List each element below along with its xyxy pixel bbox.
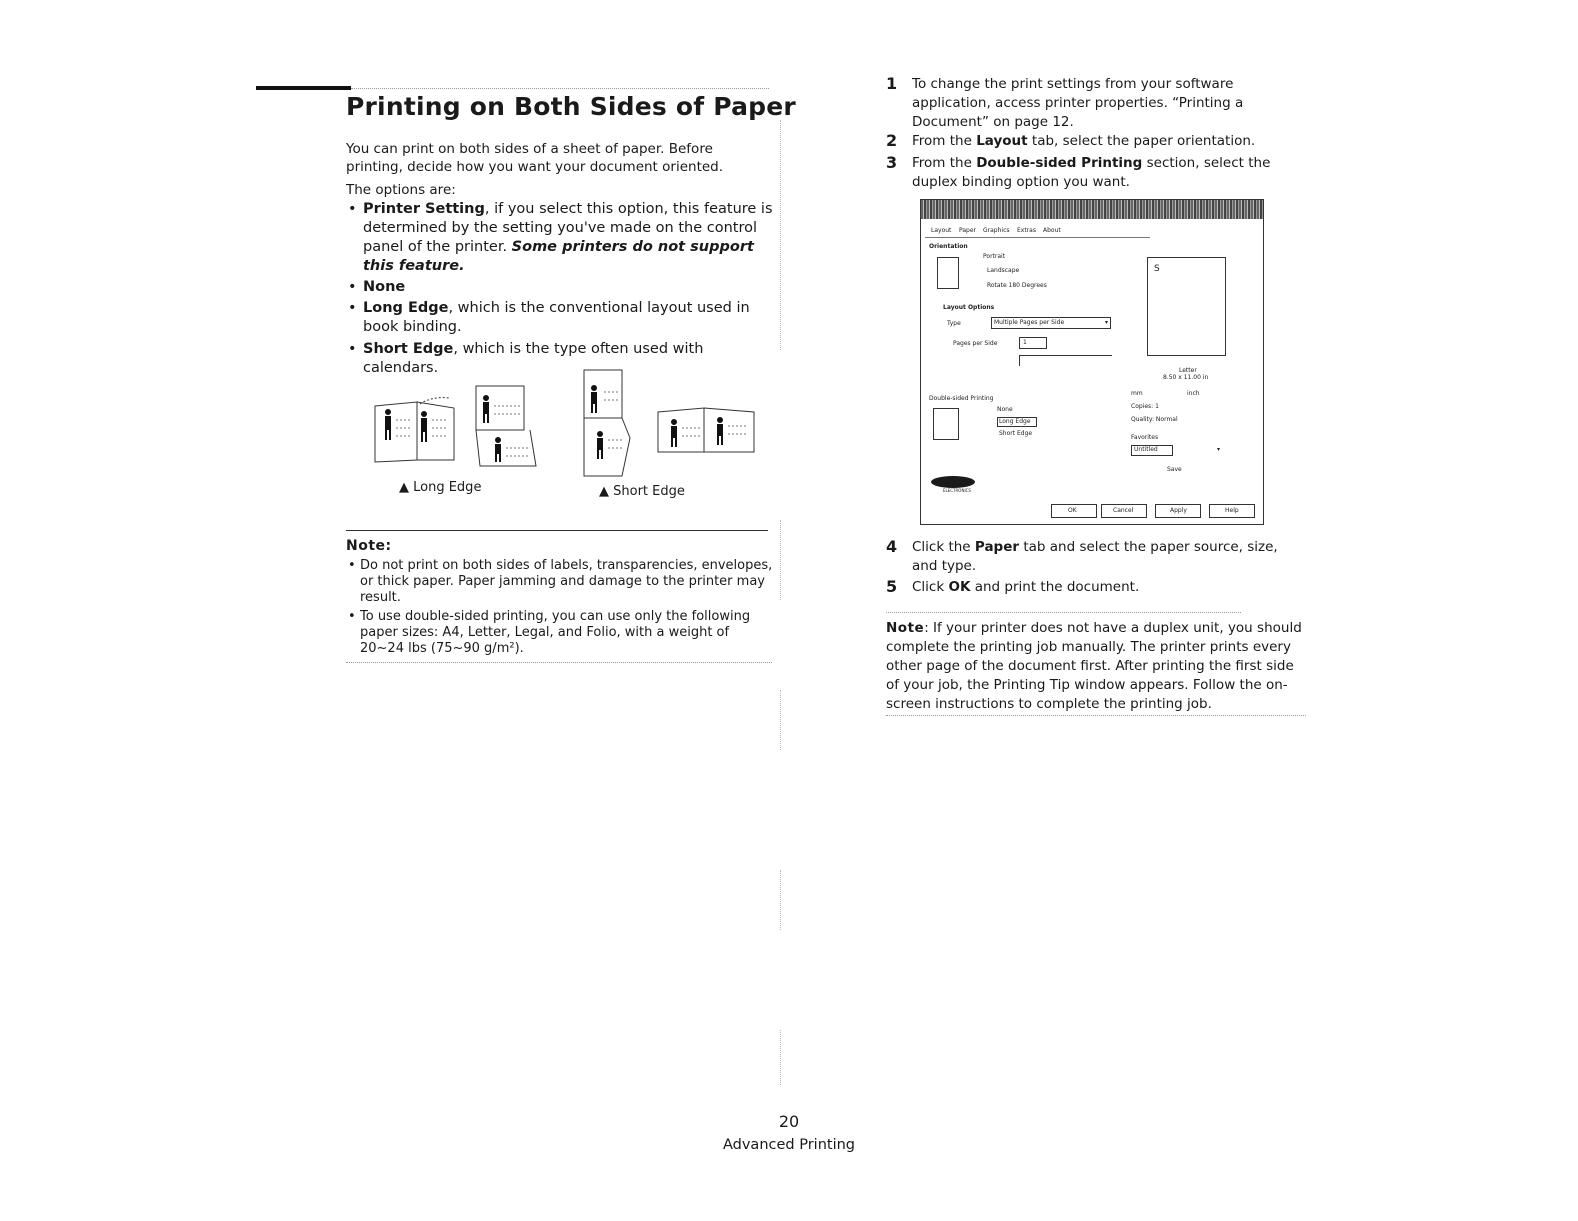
short-edge-illustration bbox=[578, 368, 768, 480]
tab-extras[interactable]: Extras bbox=[1017, 227, 1036, 234]
unit-mm[interactable]: mm bbox=[1131, 390, 1143, 397]
column-divider bbox=[780, 120, 781, 350]
option-emphasis: Some printers do not support this feature. bbox=[363, 239, 754, 274]
note-rule bbox=[346, 530, 768, 531]
chevron-down-icon: ▾ bbox=[1217, 446, 1221, 453]
dialog-title-bar bbox=[921, 200, 1263, 219]
long-edge-illustration bbox=[372, 368, 544, 468]
option-term: Short Edge bbox=[363, 341, 454, 357]
column-divider bbox=[780, 690, 781, 750]
apply-button[interactable]: Apply bbox=[1155, 504, 1201, 518]
duplex-label: Double-sided Printing bbox=[929, 395, 994, 402]
note-heading: Note: bbox=[346, 538, 392, 554]
duplex-icon bbox=[933, 408, 959, 440]
note-top-rule bbox=[886, 612, 1241, 613]
unit-inch[interactable]: inch bbox=[1187, 390, 1200, 397]
note-right-bottom-rule bbox=[886, 715, 1306, 716]
tab-about[interactable]: About bbox=[1043, 227, 1061, 234]
column-divider bbox=[780, 520, 781, 600]
column-divider bbox=[780, 1030, 781, 1085]
save-button[interactable]: Save bbox=[1167, 466, 1182, 473]
favorites-label: Favorites bbox=[1131, 434, 1159, 441]
title-rule-dotted bbox=[351, 88, 769, 89]
duplex-short-edge[interactable]: Short Edge bbox=[999, 430, 1033, 437]
rotate-180-checkbox[interactable]: Rotate 180 Degrees bbox=[987, 282, 1047, 289]
duplex-long-edge[interactable]: Long Edge bbox=[997, 417, 1037, 427]
cancel-button[interactable]: Cancel bbox=[1101, 504, 1147, 518]
help-button[interactable]: Help bbox=[1209, 504, 1255, 518]
title-rule bbox=[256, 86, 351, 90]
option-term: None bbox=[363, 279, 406, 295]
caption-long-edge: ▲ Long Edge bbox=[399, 480, 482, 495]
tab-paper[interactable]: Paper bbox=[959, 227, 976, 234]
note-right-text: : If your printer does not have a duplex unit, you should complete the printing job manually. The printer prints every other page of the document first. After printing the first side of your job, the Printing Tip window appears. Follow the on-screen instructions to complete the printing job. bbox=[886, 620, 1302, 712]
pages-per-side-spinner[interactable]: 1 bbox=[1019, 337, 1047, 349]
option-desc: , if you select this option, this feature is determined by the setting you've made on the control panel of the printer. bbox=[363, 201, 773, 255]
type-select[interactable]: Multiple Pages per Side ▾ bbox=[991, 317, 1111, 329]
layout-options-label: Layout Options bbox=[943, 304, 995, 311]
type-label: Type bbox=[947, 320, 961, 327]
orientation-portrait[interactable]: Portrait bbox=[983, 253, 1006, 260]
options-intro: The options are: bbox=[346, 182, 456, 198]
copies-readout: Copies: 1 bbox=[1131, 403, 1159, 410]
page-title: Printing on Both Sides of Paper bbox=[346, 92, 796, 121]
note-bottom-rule bbox=[346, 662, 772, 663]
quality-readout: Quality: Normal bbox=[1131, 416, 1178, 423]
pages-per-side-label: Pages per Side bbox=[953, 340, 998, 347]
favorites-select[interactable]: Untitled bbox=[1131, 445, 1173, 456]
tab-layout[interactable]: Layout bbox=[931, 227, 952, 234]
layout-extra-field bbox=[1019, 355, 1112, 366]
duplex-none[interactable]: None bbox=[997, 406, 1013, 413]
option-desc: , which is the type often used with calendars. bbox=[363, 341, 704, 376]
section-name: Advanced Printing bbox=[722, 1137, 855, 1153]
caption-short-edge: ▲ Short Edge bbox=[599, 484, 685, 499]
ok-button[interactable]: OK bbox=[1051, 504, 1097, 518]
orientation-icon bbox=[937, 257, 959, 289]
orientation-label: Orientation bbox=[929, 243, 968, 250]
logo-text: ELECTRONICS bbox=[943, 488, 971, 493]
paper-size: Letter bbox=[1179, 367, 1197, 374]
chevron-down-icon: ▾ bbox=[1104, 319, 1108, 326]
option-term: Long Edge bbox=[363, 300, 449, 316]
note-right-heading: Note bbox=[886, 620, 925, 636]
orientation-landscape[interactable]: Landscape bbox=[987, 267, 1020, 274]
printer-properties-dialog bbox=[920, 199, 1264, 525]
option-desc: , which is the conventional layout used in book binding. bbox=[363, 300, 750, 335]
tab-graphics[interactable]: Graphics bbox=[983, 227, 1010, 234]
note-right bbox=[886, 619, 1311, 714]
paper-dimensions: 8.50 x 11.00 in bbox=[1163, 374, 1209, 381]
samsung-logo bbox=[931, 476, 975, 488]
page-number: 20 bbox=[778, 1112, 800, 1131]
option-term: Printer Setting bbox=[363, 201, 485, 217]
page-preview: S bbox=[1147, 257, 1226, 356]
intro-text: You can print on both sides of a sheet of paper. Before printing, decide how you want your document oriented. bbox=[346, 141, 724, 175]
column-divider bbox=[780, 870, 781, 930]
